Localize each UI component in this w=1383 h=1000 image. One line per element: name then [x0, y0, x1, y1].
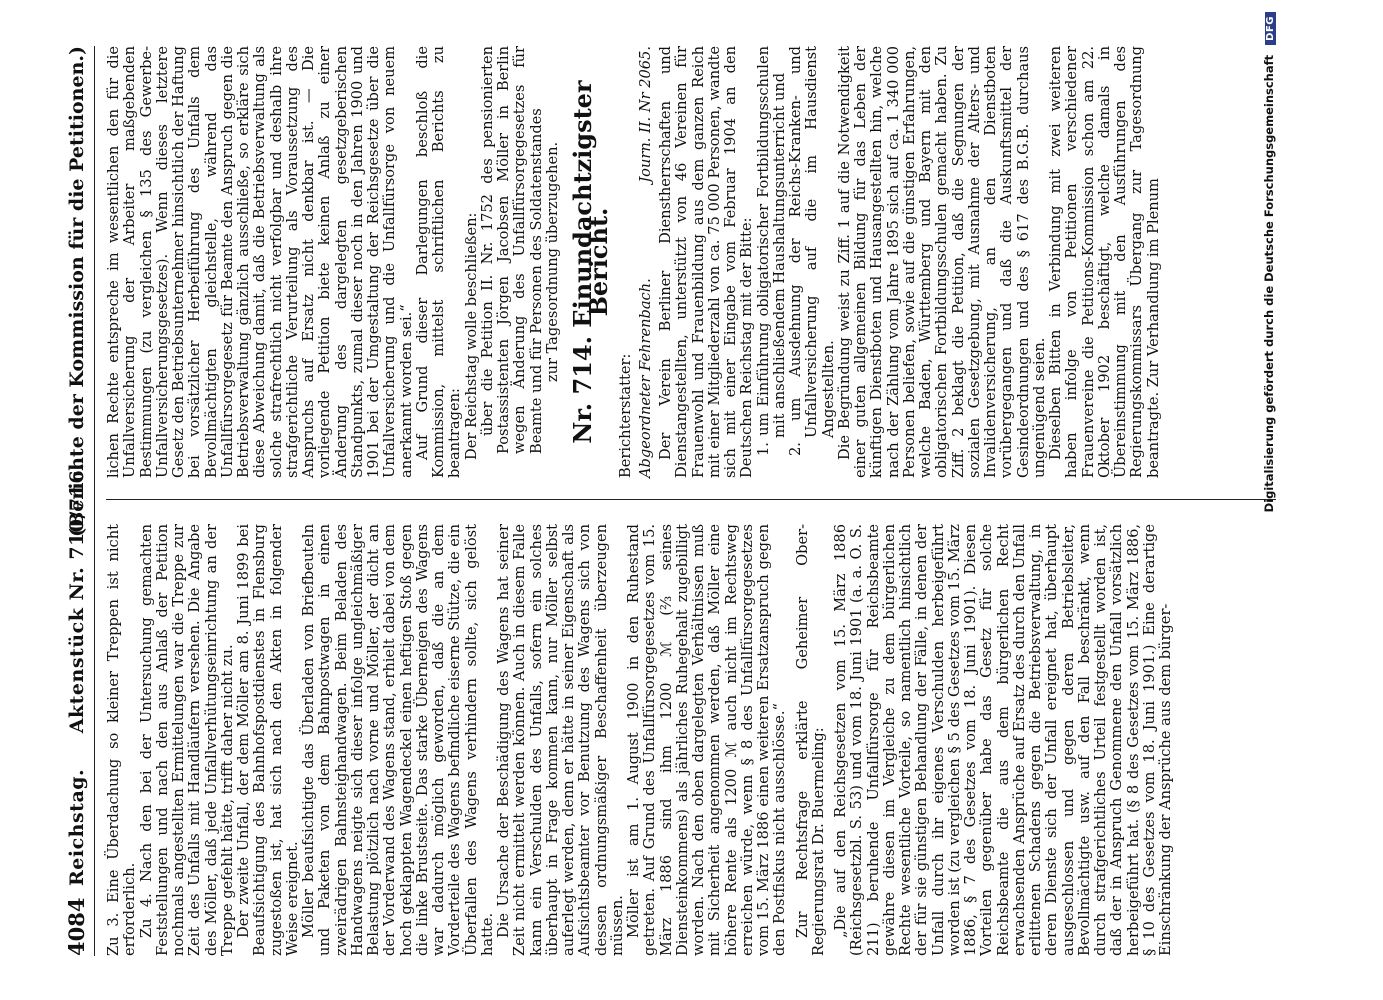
paragraph: Der Reichstag wolle beschließen:: [462, 212, 480, 460]
column-divider: [106, 499, 1276, 500]
paragraph: „Die auf den Reichsgesetzen vom 15. März 1886 (Reichsgesetzbl. S. 53) und vom 18. Juni 1901 (a. a. O. S. 211) beruhende Unfallfürsorge für Reichsbeamte gewähre diesen im Vergleiche zu dem bürgerlichen Rechte wesentliche Vorteile, so namentlich hinsichtlich der für sie günstigen Behandlung der Fälle, in denen der Unfall durch ihr eigenes Verschulden herbeigeführt worden ist (zu vergleichen § 5 des Gesetzes vom 15. März 1886, § 7 des Gesetzes vom 18. Juni 1901). Diesen Vorteilen gegenüber habe das Gesetz für solche Reichsbeamte die aus dem bürgerlichen Recht erwachsenden Ansprüche auf Ersatz des durch den Unfall erlittenen Schadens gegen die Betriebsverwaltung, in deren Dienste sich der Unfall ereignet hat, überhaupt ausgeschlossen und gegen deren Betriebsleiter, Bevollmächtigte usw. auf den Fall beschränkt, wenn durch strafgerichtliches Urteil festgestellt worden ist, daß der in Anspruch Genommene den Unfall vorsätzlich herbeigeführt hat. (§ 8 des Gesetzes vom 15. März 1886, § 10 des Gesetzes vom 18. Juni 1901.) Eine derartige Einschränkung der Ansprüche aus dem bürger-: [832, 524, 1174, 956]
paragraph: Dieselben Bitten in Verbindung mit zwei weiteren haben infolge von Petitionen verschiedener Frauenvereine die Petitions-Kommission schon am 22. Oktober 1902 beschäftigt, welche damals in Übereinstimmung mit den Ausführungen des Regierungskommissars Übergang zur Tagesordnung beantragte. Zur Verhandlung im Plenum: [1047, 46, 1162, 478]
resolution-end: zur Tagesordnung überzugehen.: [543, 141, 561, 383]
paragraph: Der zweite Unfall, der dem Möller am 8. Juni 1899 bei Beaufsichtigung des Bahnhofspostdienstes in Flensburg zugestoßen ist, hat sich nach den Akten in folgender Weise ereignet.: [235, 524, 301, 956]
paragraph: lichen Rechte entspreche im wesentlichen den für die Unfallversicherung der Arbeiter maßgebenden Bestimmungen (zu vergleichen § 135 des Gewerbe-Unfallversicherungsgesetzes). Wenn dieses letztere Gesetz den Betriebsunternehmer hinsichtlich der Haftung bei vorsätzlicher Herbeiführung des Unfalls dem Bevollmächtigten gleichstelle, während das Unfallfürsorgegesetz für Beamte den Anspruch gegen die Betriebsverwaltung gänzlich ausschließe, so erkläre sich diese Abweichung damit, daß die Betriebsverwaltung als solche strafrechtlich nicht verfolgbar und deshalb ihre strafgerichtliche Verurteilung als Voraussetzung des Anspruchs auf Ersatz nicht denkbar ist. — Die vorliegende Petition biete keinen Anlaß zu einer Änderung des dargelegten gesetzgeberischen Standpunkts, zumal dieser noch in den Jahren 1900 und 1901 bei der Umgestaltung der Reichsgesetze über die Unfallversicherung und die Unfallfürsorge von neuem anerkannt worden sei.“: [105, 46, 415, 478]
paragraph: Auf Grund dieser Darlegungen beschloß die Kommission, mittelst schriftlichen Berichts zu beantragen:: [413, 46, 464, 478]
page-number: 4084: [64, 897, 89, 956]
paragraph: Der Verein Berliner Dienstherrschaften und Dienstangestellten, unterstützt von 46 Vereinen für Frauenwohl und Frauenbildung aus dem ganzen Reich mit einer Mitgliederzahl von ca. 75 000 Personen, wandte sich mit einer Eingabe vom Februar 1904 an den Deutschen Reichstag mit der Bitte:: [657, 46, 756, 478]
paragraph: Zu 3. Eine Überdachung so kleiner Treppen ist nicht erforderlich.: [105, 524, 139, 956]
paragraph: Möller beaufsichtigte das Überladen von Briefbeuteln und Paketen von dem Bahnpostwagen in einen zweirädrigen Bahnsteighandwagen. Beim Beladen des Handwagens neigte sich dieser infolge ungleichmäßiger Belastung plötzlich nach vorne und Möller, der dicht an der Vorderwand des Wagens stand, erhielt dabei von dem hoch geklappten Wagendeckel einen heftigen Stoß gegen die linke Brustseite. Das starke Überneigen des Wagens war dadurch möglich geworden, daß die an dem Vorderteile des Wagens befindliche eiserne Stütze, die ein Überfallen des Wagens verhindern sollte, sich gelöst hatte.: [300, 524, 496, 956]
page-header: [60, 46, 95, 956]
header-reichstag: Reichstag.: [66, 768, 88, 886]
paragraph: Die Ursache der Beschädigung des Wagens hat seiner Zeit nicht ermittelt werden können. Auch in diesem Falle kann ein Verschulden des Unfalls, sofern ein solches überhaupt in Frage kommen kann, nur Möller selbst auferlegt werden, denn er hätte in seiner Eigenschaft als Aufsichtsbeamter vor Benutzung des Wagens sich von dessen ordnungsmäßiger Beschaffenheit überzeugen müssen.: [495, 524, 626, 956]
list-item: 2. um Ausdehnung der Reichs-Kranken- und Unfallversicherung auf die im Hausdienst Angestellten.: [787, 46, 837, 456]
journal-number: Journ. II. Nr 2065.: [636, 46, 654, 183]
right-column: [106, 46, 1162, 478]
paragraph: Möller ist am 1. August 1900 in den Ruhestand getreten. Auf Grund des Unfallfürsorgegesetzes vom 15. März 1886 sind ihm 1200 ℳ (⅔ seines Diensteinkommens) als jährliches Ruhegehalt zugebilligt worden. Nach den oben dargelegten Verhältnissen muß mit Sicherheit angenommen werden, daß Möller eine höhere Rente als 1200 ℳ auch nicht im Rechtsweg erreichen würde, wenn § 8 des Unfallfürsorgegesetzes vom 15. März 1886 einen weiteren Ersatzanspruch gegen den Postfiskus nicht ausschlösse.“: [625, 524, 789, 956]
resolution-text: über die Petition II. Nr. 1752 des pensionierten Postassistenten Jörgen Jacobsen Möller in Berlin wegen Änderung des Unfallfürsorgegesetzes für Beamte und für Personen des Soldatenstandes: [478, 46, 545, 454]
section-heading: Nr. 714. Einundachtzigster Bericht.: [568, 80, 614, 444]
header-document: Aktenstück Nr. 710/716.: [66, 462, 88, 734]
header-section: (Berichte der Kommission für die Petitionen.): [66, 46, 88, 537]
rapporteur-label: Berichterstatter:: [616, 353, 634, 478]
digitization-text: Digitalisierung gefördert durch die Deutsche Forschungsgemeinschaft: [1262, 54, 1276, 513]
left-column: [106, 524, 1174, 956]
request-list: [756, 46, 837, 478]
digitization-notice: [1262, 0, 1276, 1000]
paragraph: Zur Rechtsfrage erklärte Geheimer Ober-Regierungsrat Dr. Buermeling:: [793, 524, 827, 956]
paragraph: Die Begründung weist zu Ziff. 1 auf die Notwendigkeit einer guten allgemeinen Bildung für das Leben der künftigen Dienstboten und Hausangestellten hin, welche nach der Zählung vom Jahre 1895 sich auf ca. 1 340 000 Personen beliefen, sowie auf die günstigen Erfahrungen, welche Baden, Württemberg und Bayern mit den obligatorischen Fortbildungsschulen gemacht haben. Zu Ziff. 2 beklagt die Petition, daß die Segnungen der sozialen Gesetzgebung, mit Ausnahme der Alters- und Invalidenversicherung, an den Dienstboten vorübergegangen und daß die Auskunftsmittel der Gesindeordnungen und des § 617 des B.G.B. durchaus ungenügend seien.: [835, 46, 1048, 478]
list-item: 1. um Einführung obligatorischer Fortbildungsschulen mit anschließendem Haushaltungsunterricht und: [754, 46, 788, 456]
dfg-logo: DFG: [1265, 12, 1276, 45]
rapporteur-name: Abgeordneter Fehrenbach.: [636, 278, 654, 478]
rapporteur-line: [638, 46, 654, 478]
paragraph: Zu 4. Nach den bei der Untersuchung gemachten Feststellungen und nach den aus Anlaß der Petition nochmals angestellten Ermittelungen war die Treppe zur Zeit des Unfalls mit Handläufern versehen. Die Angabe des Möller, daß jede Unfallverhütungseinrichtung an der Treppe gefehlt hätte, trifft daher nicht zu.: [137, 524, 236, 956]
